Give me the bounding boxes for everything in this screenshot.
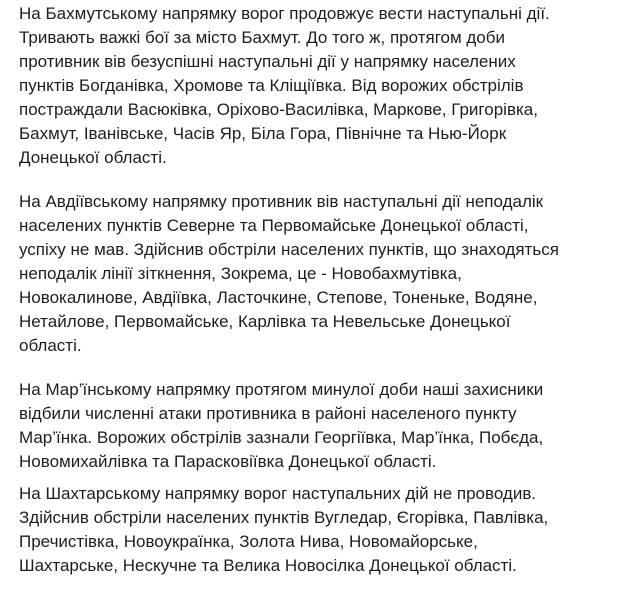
text-line: постраждали Васюківка, Оріхово-Василівка, Маркове, Григорівка, — [19, 100, 538, 119]
text-line: Нетайлове, Первомайське, Карлівка та Невельське Донецької — [19, 312, 511, 331]
text-line: пунктів Богданівка, Хромове та Кліщіївка. Від ворожих обстрілів — [19, 76, 524, 95]
text-line: відбили численні атаки противника в районі населеного пункту — [19, 404, 517, 423]
text-line: На Шахтарському напрямку ворог наступальних дій не проводив. — [19, 484, 537, 503]
text-line: неподалік лінії зіткнення, Зокрема, це - Новобахмутівка, — [19, 264, 462, 283]
text-line: Новокалинове, Авдіївка, Ласточкине, Степове, Тоненьке, Водяне, — [19, 288, 538, 307]
text-line: Пречистівка, Новоукраїнка, Золота Нива, Новомайорське, — [19, 532, 478, 551]
paragraph-marinka — [19, 378, 614, 474]
paragraph-shakhtarsk — [19, 482, 614, 578]
text-line: Мар’їнка. Ворожих обстрілів зазнали Георгіївка, Мар’їнка, Побєда, — [19, 428, 544, 447]
text-line: Тривають важкі бої за місто Бахмут. До того ж, протягом доби — [19, 28, 505, 47]
text-line: Донецької області. — [19, 148, 167, 167]
text-line: Здійснив обстріли населених пунктів Вугледар, Єгорівка, Павлівка, — [19, 508, 549, 527]
paragraph-avdiivka — [19, 190, 614, 358]
text-line: Бахмут, Іванівське, Часів Яр, Біла Гора, Північне та Нью-Йорк — [19, 124, 507, 143]
text-line: Шахтарське, Нескучне та Велика Новосілка Донецької області. — [19, 556, 517, 575]
text-line: Новомихайлівка та Парасковіївка Донецької області. — [19, 452, 437, 471]
text-line: противник вів безуспішні наступальні дії у напрямку населених — [19, 52, 516, 71]
text-line: На Бахмутському напрямку ворог продовжує вести наступальні дії. — [19, 4, 550, 23]
paragraph-bakhmut — [19, 2, 614, 170]
text-line: На Мар’їнському напрямку протягом минулої доби наші захисники — [19, 380, 544, 399]
text-line: успіху не мав. Здійснив обстріли населених пунктів, що знаходяться — [19, 240, 559, 259]
text-line: На Авдіївському напрямку противник вів наступальні дії неподалік — [19, 192, 544, 211]
text-line: населених пунктів Северне та Первомайське Донецької області, — [19, 216, 529, 235]
text-line: області. — [19, 336, 82, 355]
